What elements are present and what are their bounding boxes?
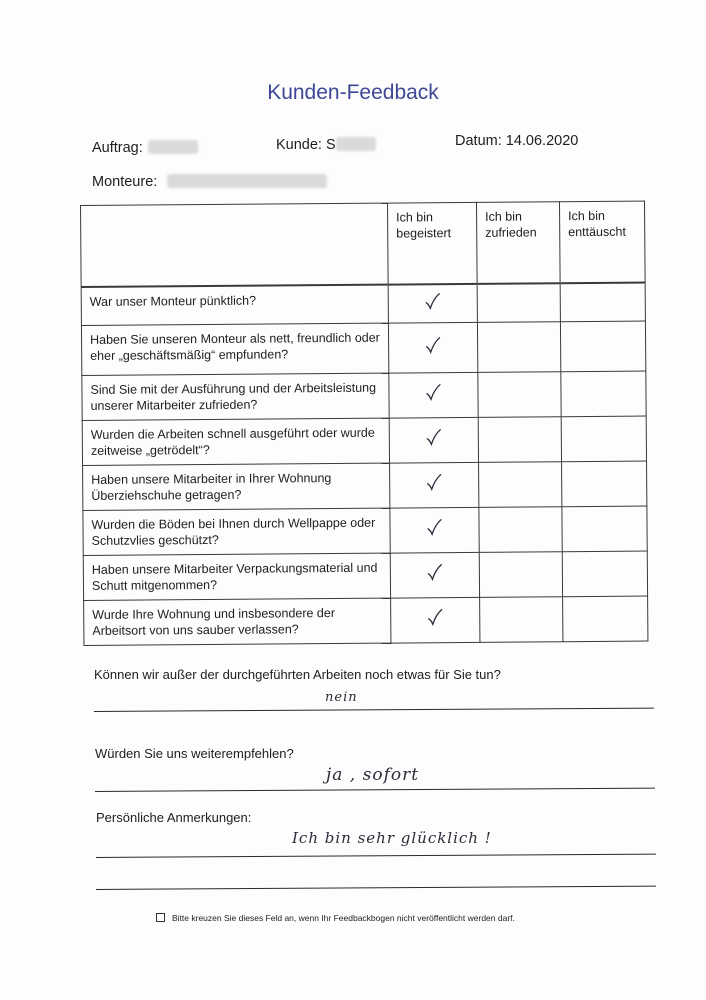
question-cell: Sind Sie mit der Ausführung und der Arbeitsleistung unserer Mitarbeiter zufrieden? <box>82 373 389 420</box>
answer-recommend: ja , sofort <box>326 765 420 785</box>
question-cell: Wurden die Böden bei Ihnen durch Wellpappe oder Schutzvlies geschützt? <box>83 508 390 555</box>
col-enttaeuscht: Ich bin enttäuscht <box>559 201 645 283</box>
question-recommend: Würden Sie uns weiterempfehlen? <box>95 746 294 761</box>
redacted-auftrag <box>148 140 198 154</box>
answer-line-notes-2 <box>96 886 656 890</box>
table-row <box>82 416 646 465</box>
question-cell: Haben unsere Mitarbeiter in Ihrer Wohnung Überziehschuhe getragen? <box>83 463 390 510</box>
answer-cell-enttaeuscht[interactable] <box>562 461 647 507</box>
answer-cell-begeistert[interactable] <box>389 372 478 418</box>
checkmark-icon <box>424 383 442 401</box>
auftrag-label: Auftrag: <box>92 140 143 156</box>
answer-cell-begeistert[interactable] <box>389 417 478 463</box>
table-row <box>84 596 648 645</box>
answer-cell-enttaeuscht[interactable] <box>561 371 646 417</box>
answer-cell-enttaeuscht[interactable] <box>563 596 648 642</box>
rating-table <box>80 201 648 646</box>
answer-cell-enttaeuscht[interactable] <box>561 416 646 462</box>
kunde-field <box>276 137 376 153</box>
question-cell: Haben Sie unseren Monteur als nett, freundlich oder eher „geschäftsmäßig“ empfunden? <box>81 323 388 375</box>
answer-cell-begeistert[interactable] <box>388 322 477 373</box>
table-row <box>83 461 647 510</box>
optout-text: Bitte kreuzen Sie dieses Feld an, wenn Ihr Feedbackbogen nicht veröffentlicht werden darf. <box>172 913 515 923</box>
question-cell: War unser Monteur pünktlich? <box>81 285 388 325</box>
checkmark-icon <box>425 518 443 536</box>
answer-cell-zufrieden[interactable] <box>477 321 560 372</box>
table-header-row <box>81 201 646 287</box>
col-begeistert: Ich bin begeistert <box>387 202 477 284</box>
answer-cell-begeistert[interactable] <box>390 462 479 508</box>
col-zufrieden: Ich bin zufrieden <box>476 202 560 284</box>
redacted-kunde <box>336 137 376 151</box>
table-row <box>81 283 645 325</box>
answer-more: nein <box>325 690 358 705</box>
question-more: Können wir außer der durchgeführten Arbeiten noch etwas für Sie tun? <box>94 667 501 682</box>
datum-field: Datum: 14.06.2020 <box>455 133 579 149</box>
table-row <box>83 506 647 555</box>
publication-optout <box>156 913 515 923</box>
answer-cell-enttaeuscht[interactable] <box>560 321 645 372</box>
answer-cell-enttaeuscht[interactable] <box>560 283 645 322</box>
kunde-label: Kunde: S <box>276 137 336 153</box>
checkmark-icon <box>425 428 443 446</box>
question-cell: Haben unsere Mitarbeiter Verpackungsmaterial und Schutt mitgenommen? <box>83 553 390 600</box>
checkmark-icon <box>425 473 443 491</box>
answer-cell-zufrieden[interactable] <box>479 551 562 597</box>
answer-cell-enttaeuscht[interactable] <box>562 551 647 597</box>
monteure-label: Monteure: <box>92 174 158 190</box>
checkmark-icon <box>426 563 444 581</box>
answer-line-notes-1 <box>96 854 656 858</box>
answer-cell-begeistert[interactable] <box>391 597 480 643</box>
answer-cell-begeistert[interactable] <box>390 552 479 598</box>
answer-notes: Ich bin sehr glücklich ! <box>292 829 492 847</box>
answer-cell-zufrieden[interactable] <box>480 596 563 642</box>
answer-cell-zufrieden[interactable] <box>479 461 562 507</box>
answer-line-recommend <box>95 788 655 792</box>
answer-cell-zufrieden[interactable] <box>478 371 561 417</box>
answer-cell-begeistert[interactable] <box>388 284 477 323</box>
checkmark-icon <box>424 292 442 310</box>
redacted-monteure <box>167 174 327 188</box>
table-row <box>82 371 646 420</box>
table-row <box>83 551 647 600</box>
monteure-field <box>92 174 327 190</box>
question-cell: Wurde Ihre Wohnung und insbesondere der Arbeitsort von uns sauber verlassen? <box>84 598 391 645</box>
form-title: Kunden-Feedback <box>267 81 439 104</box>
auftrag-field <box>92 140 198 156</box>
answer-line-more <box>94 708 654 712</box>
optout-checkbox[interactable] <box>156 913 165 922</box>
answer-cell-zufrieden[interactable] <box>479 506 562 552</box>
question-cell: Wurden die Arbeiten schnell ausgeführt oder wurde zeitweise „getrödelt“? <box>82 418 389 465</box>
question-notes: Persönliche Anmerkungen: <box>96 810 252 825</box>
checkmark-icon <box>426 608 444 626</box>
checkmark-icon <box>424 336 442 354</box>
answer-cell-zufrieden[interactable] <box>478 416 561 462</box>
answer-cell-zufrieden[interactable] <box>477 283 560 322</box>
answer-cell-enttaeuscht[interactable] <box>562 506 647 552</box>
answer-cell-begeistert[interactable] <box>390 507 479 553</box>
header-empty <box>81 203 389 287</box>
table-row <box>81 321 645 375</box>
